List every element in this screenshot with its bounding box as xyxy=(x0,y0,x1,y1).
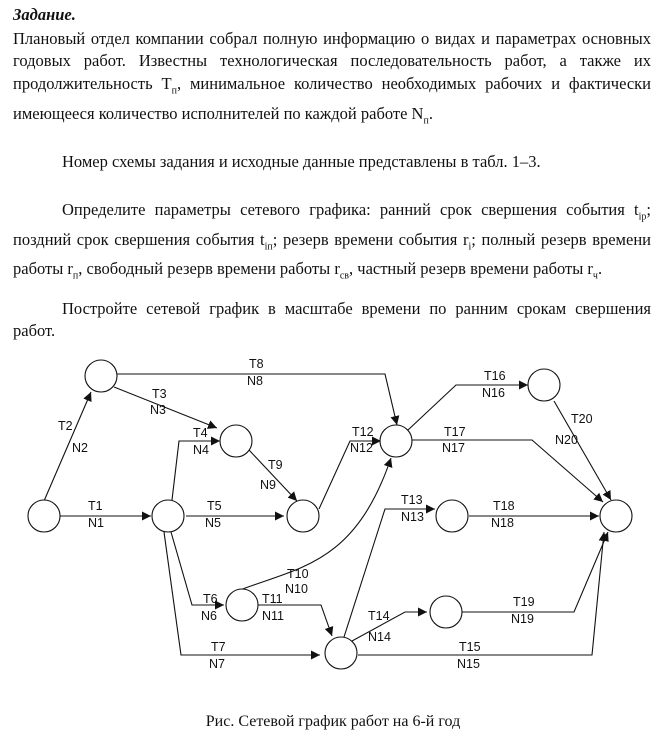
event-node-5 xyxy=(287,500,319,532)
task-paragraph-2: Номер схемы задания и исходные данные представлены в табл. 1–3. xyxy=(62,152,541,171)
edge-label-t7: T7 xyxy=(211,640,226,654)
task-paragraph-3: Определите параметры сетевого графика: ранний срок свершения события $t_{iр}$; поздний срок свершения события $t_{iп}$; резерв времени события $r_i$; полный резерв времени работы $r_п$, свободный резерв времени работы $r_{св}$, частный резерв времени работы $r_ч$. xyxy=(13,200,651,282)
edge-label-n16: N16 xyxy=(482,386,505,400)
edge-label-t10: T10 xyxy=(287,567,309,581)
edge-label-n2: N2 xyxy=(72,441,88,455)
edge-label-t3: T3 xyxy=(152,387,167,401)
edge-label-n6: N6 xyxy=(201,609,217,623)
edge-label-n20: N20 xyxy=(555,433,578,447)
event-node-10 xyxy=(430,596,462,628)
edge-t16 xyxy=(408,385,528,430)
edge-label-n14: N14 xyxy=(368,630,391,644)
figure-caption: Рис. Сетевой график работ на 6-й год xyxy=(205,713,461,730)
edge-label-n3: N3 xyxy=(150,403,166,417)
edge-label-n13: N13 xyxy=(401,510,424,524)
edge-label-n7: N7 xyxy=(209,657,225,671)
event-node-9 xyxy=(436,500,468,532)
edge-label-t6: T6 xyxy=(203,592,218,606)
edge-label-n15: N15 xyxy=(457,657,480,671)
task-paragraph-1: Плановый отдел компании собрал полную информацию о видах и параметрах основных годовых работ. Известны технологическая последовательность работ, а также их продолжительность $T_п$, минимальное количество необходимых рабочих и фактически имеющееся количество исполнителей по каждой работе $N_п$. xyxy=(13,29,651,126)
edge-label-t18: T18 xyxy=(493,499,515,513)
edge-label-n5: N5 xyxy=(205,516,221,530)
event-node-7 xyxy=(325,637,357,669)
edge-label-t1: T1 xyxy=(88,499,103,513)
event-node-2 xyxy=(85,360,117,392)
edge-label-t16: T16 xyxy=(484,369,506,383)
event-node-1 xyxy=(28,500,60,532)
edge-label-n19: N19 xyxy=(511,612,534,626)
edge-label-n1: N1 xyxy=(88,516,104,530)
edge-label-n4: N4 xyxy=(193,443,209,457)
edge-label-t15: T15 xyxy=(459,640,481,654)
task-heading: Задание. xyxy=(13,5,76,24)
edge-label-t19: T19 xyxy=(513,595,535,609)
edge-t19 xyxy=(462,532,608,612)
edge-label-t17: T17 xyxy=(444,425,466,439)
edge-label-n8: N8 xyxy=(247,374,263,388)
event-node-8 xyxy=(380,425,412,457)
edge-label-t2: T2 xyxy=(58,419,73,433)
edge-label-t4: T4 xyxy=(193,426,208,440)
event-node-11 xyxy=(528,369,560,401)
edge-label-t20: T20 xyxy=(571,412,593,426)
event-node-3 xyxy=(220,425,252,457)
edge-label-t13: T13 xyxy=(401,493,423,507)
edge-label-t12: T12 xyxy=(352,425,374,439)
edge-label-n9: N9 xyxy=(260,478,276,492)
edge-t15 xyxy=(358,532,604,655)
event-node-6 xyxy=(226,589,258,621)
edge-label-t5: T5 xyxy=(207,499,222,513)
edge-label-n12: N12 xyxy=(350,441,373,455)
event-node-4 xyxy=(152,500,184,532)
edge-label-t8: T8 xyxy=(249,357,264,371)
edge-label-n18: N18 xyxy=(491,516,514,530)
edge-label-t9: T9 xyxy=(268,458,283,472)
edge-label-n11: N11 xyxy=(262,609,285,623)
edge-t17 xyxy=(411,440,603,502)
event-node-12 xyxy=(600,500,632,532)
edge-label-n10: N10 xyxy=(285,582,308,596)
edge-label-n17: N17 xyxy=(442,441,465,455)
edge-label-t14: T14 xyxy=(368,609,390,623)
task-paragraph-4: Постройте сетевой график в масштабе времени по ранним срокам свершения работ. xyxy=(13,299,651,341)
edge-label-t11: T11 xyxy=(262,592,283,606)
